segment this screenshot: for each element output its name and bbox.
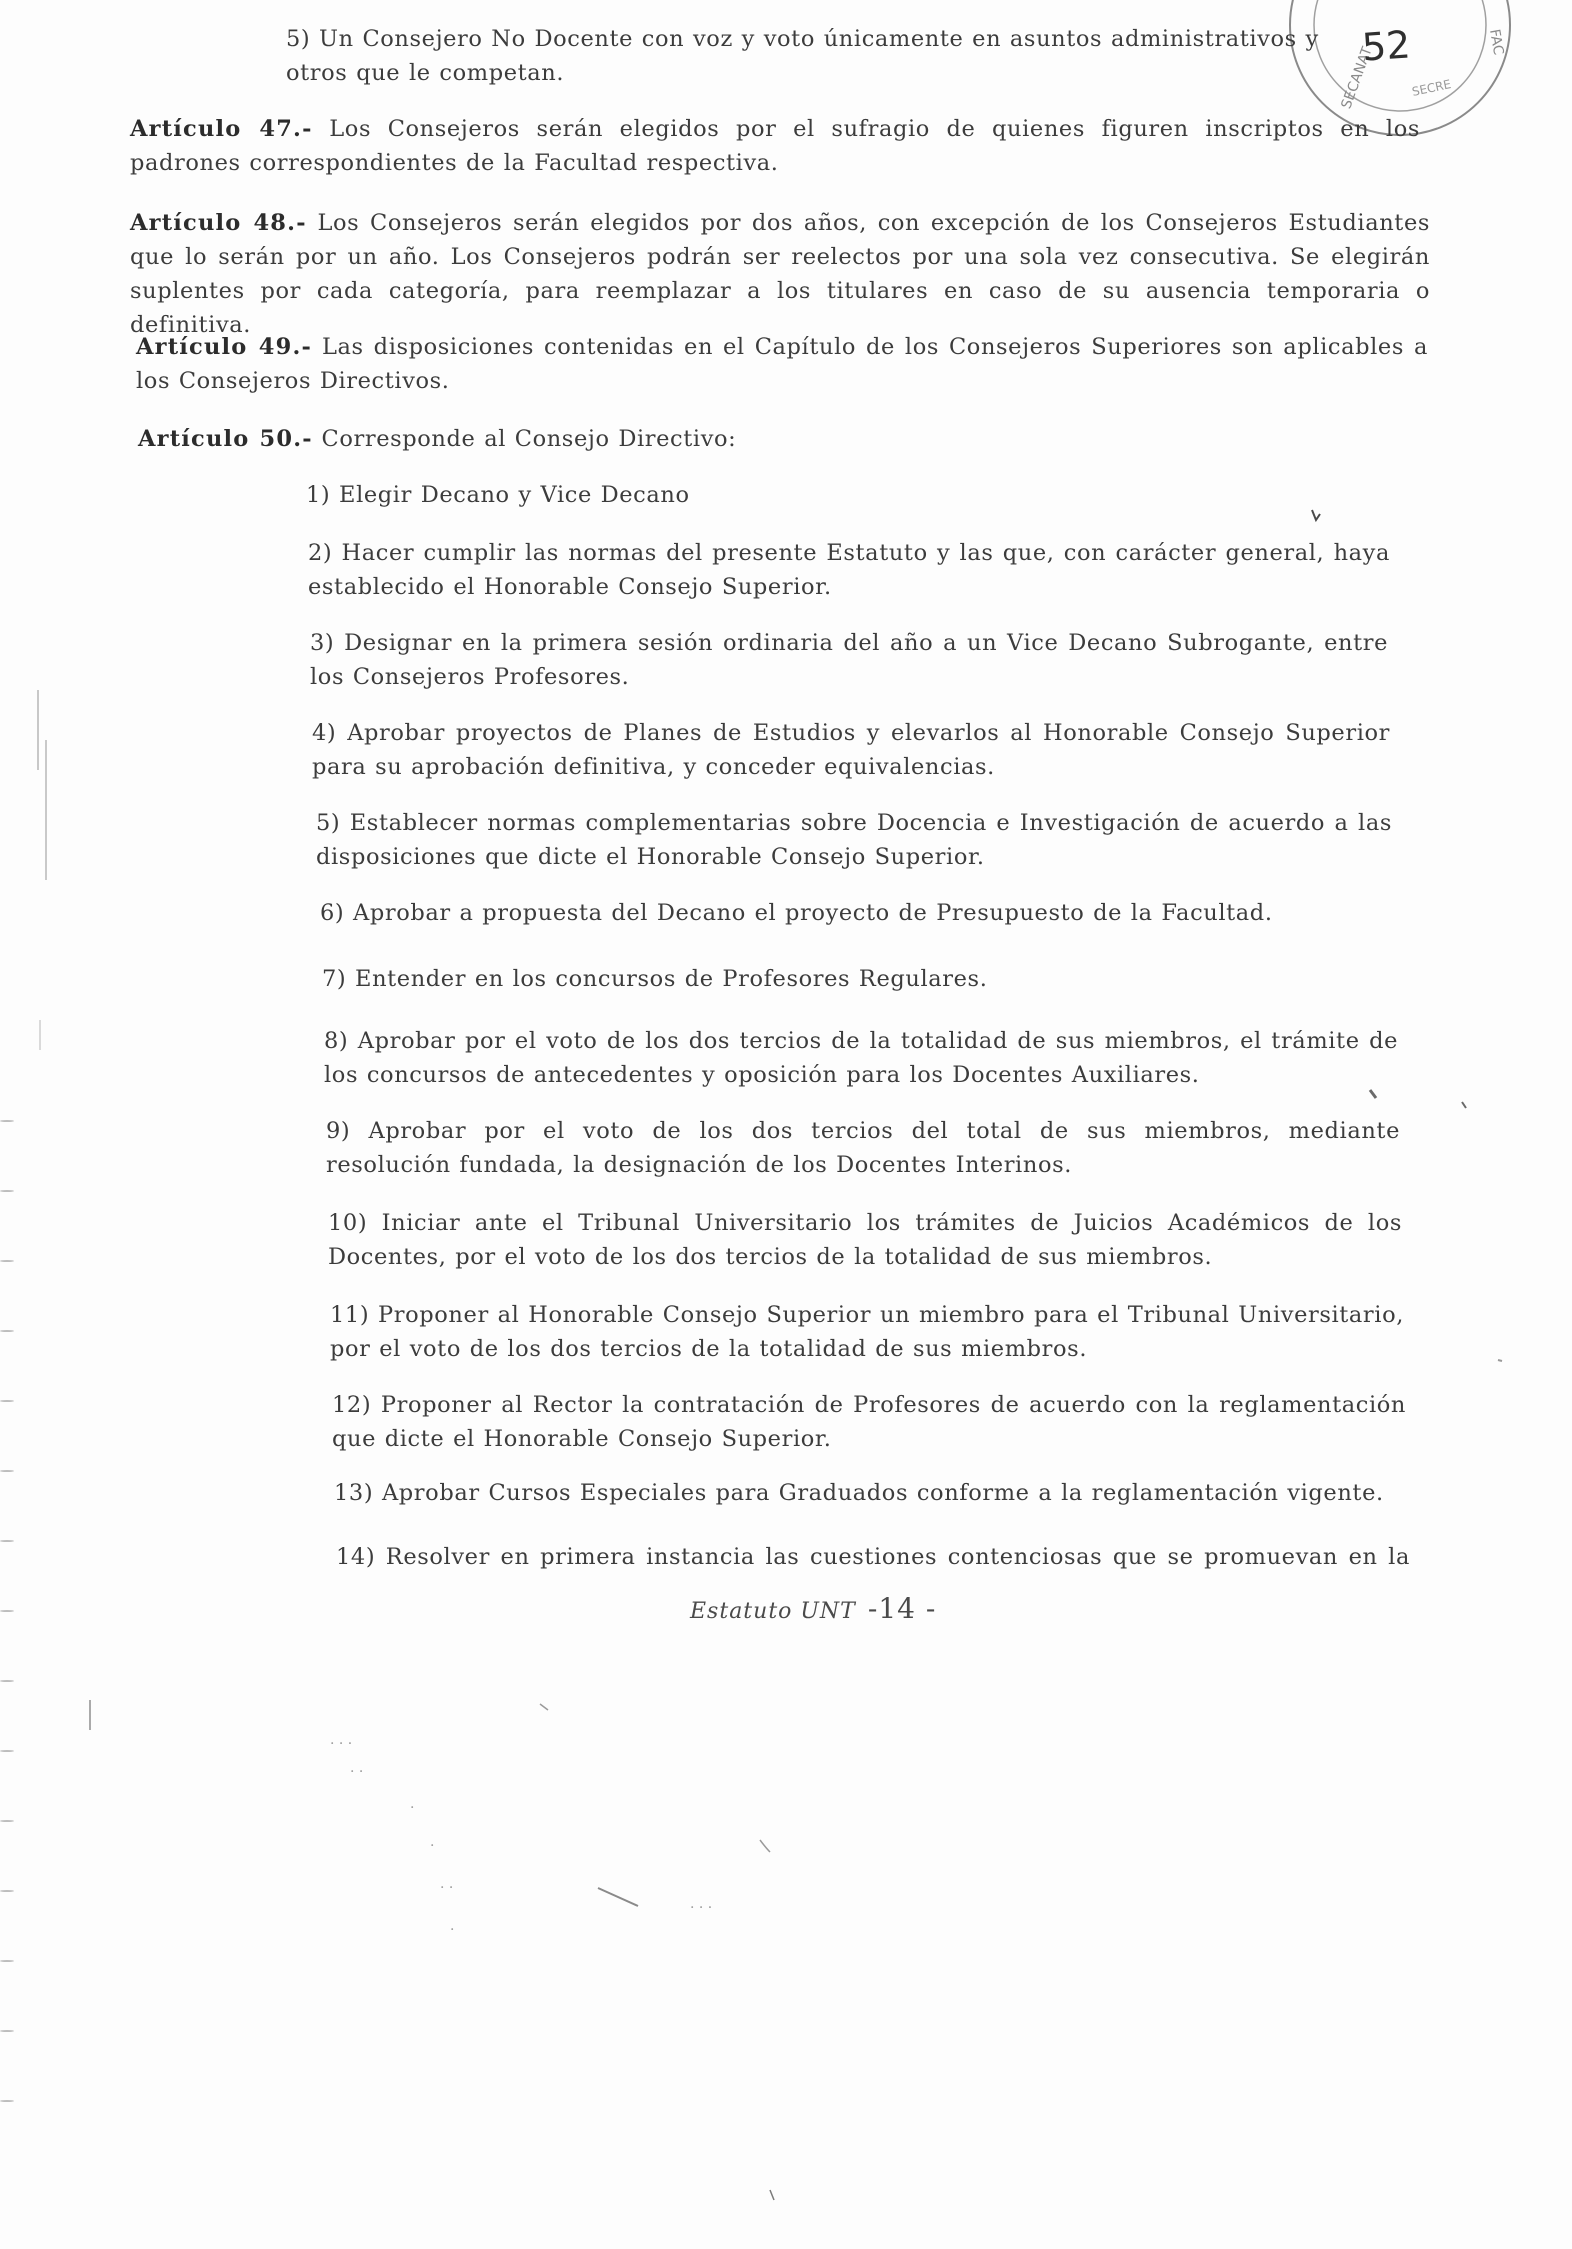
list-item: 7) Entender en los concursos de Profesores Regulares. [322, 966, 988, 992]
list-item: 9) Aprobar por el voto de los dos tercios del total de sus miembros, mediante resolución fundada, la designación de los Docentes Interinos. [326, 1118, 1400, 1178]
scan-speck: · · · [330, 1736, 353, 1752]
list-item: 4) Aprobar proyectos de Planes de Estudios y elevarlos al Honorable Consejo Superior para su aprobación definitiva, y conceder equivalencias. [312, 720, 1390, 780]
list-item: 3) Designar en la primera sesión ordinaria del año a un Vice Decano Subrogante, entre los Consejeros Profesores. [310, 630, 1388, 690]
scan-speck: · [430, 1838, 435, 1854]
article-text: Corresponde al Consejo Directivo: [321, 426, 737, 452]
article-text: Los Consejeros serán elegidos por el sufragio de quienes figuren inscriptos en los padrones correspondientes de la Facultad respectiva. [130, 116, 1420, 176]
list-item: 2) Hacer cumplir las normas del presente Estatuto y las que, con carácter general, haya establecido el Honorable Consejo Superior. [308, 540, 1390, 600]
article-label: Artículo 47.- [130, 116, 313, 142]
scan-speck: · [410, 1800, 415, 1816]
scan-speck: · · · [690, 1900, 713, 1916]
list-item: 13) Aprobar Cursos Especiales para Graduados conforme a la reglamentación vigente. [334, 1480, 1384, 1506]
scan-speck: · · [440, 1880, 454, 1896]
list-item: 11) Proponer al Honorable Consejo Superior un miembro para el Tribunal Universitario, por el voto de los dos tercios de la totalidad de sus miembros. [330, 1302, 1404, 1362]
article-text: Los Consejeros serán elegidos por dos años, con excepción de los Consejeros Estudiantes que lo serán por un año. Los Consejeros podrán ser reelectos por una sola vez consecutiva. Se elegirán suplentes por cada categoría, para reemplazar a los titulares en caso de su ausencia temporaria o definitiva. [130, 210, 1431, 338]
article-text: Las disposiciones contenidas en el Capítulo de los Consejeros Superiores son aplicables a los Consejeros Directivos. [136, 334, 1428, 394]
scan-speck: · · [350, 1764, 364, 1780]
article-label: Artículo 50.- [138, 426, 313, 452]
page-number: -14 - [867, 1592, 937, 1625]
article-label: Artículo 48.- [130, 210, 307, 236]
list-item: 14) Resolver en primera instancia las cuestiones contenciosas que se promuevan en la [336, 1544, 1410, 1570]
scan-speck: · [450, 1922, 455, 1938]
list-item: 12) Proponer al Rector la contratación de Profesores de acuerdo con la reglamentación que dicte el Honorable Consejo Superior. [332, 1392, 1406, 1452]
svg-text:FAC: FAC [1486, 27, 1507, 57]
intro-item: 5) Un Consejero No Docente con voz y voto únicamente en asuntos administrativos y otros que le competan. [286, 26, 1319, 86]
list-item: 10) Iniciar ante el Tribunal Universitario los trámites de Juicios Académicos de los Docentes, por el voto de los dos tercios de la totalidad de sus miembros. [328, 1210, 1402, 1270]
list-item: 1) Elegir Decano y Vice Decano [306, 482, 690, 508]
article-label: Artículo 49.- [136, 334, 313, 360]
list-item: 6) Aprobar a propuesta del Decano el proyecto de Presupuesto de la Facultad. [320, 900, 1273, 926]
list-item: 5) Establecer normas complementarias sobre Docencia e Investigación de acuerdo a las disposiciones que dicte el Honorable Consejo Superior. [316, 810, 1392, 870]
svg-text:SECRE: SECRE [1410, 77, 1453, 99]
footer-title: Estatuto UNT [690, 1599, 856, 1624]
svg-text:SECANAT: SECANAT [1338, 44, 1376, 112]
folio-number: 52 [1360, 22, 1412, 70]
list-item: 8) Aprobar por el voto de los dos tercios de la totalidad de sus miembros, el trámite de los concursos de antecedentes y oposición para los Docentes Auxiliares. [324, 1028, 1398, 1088]
